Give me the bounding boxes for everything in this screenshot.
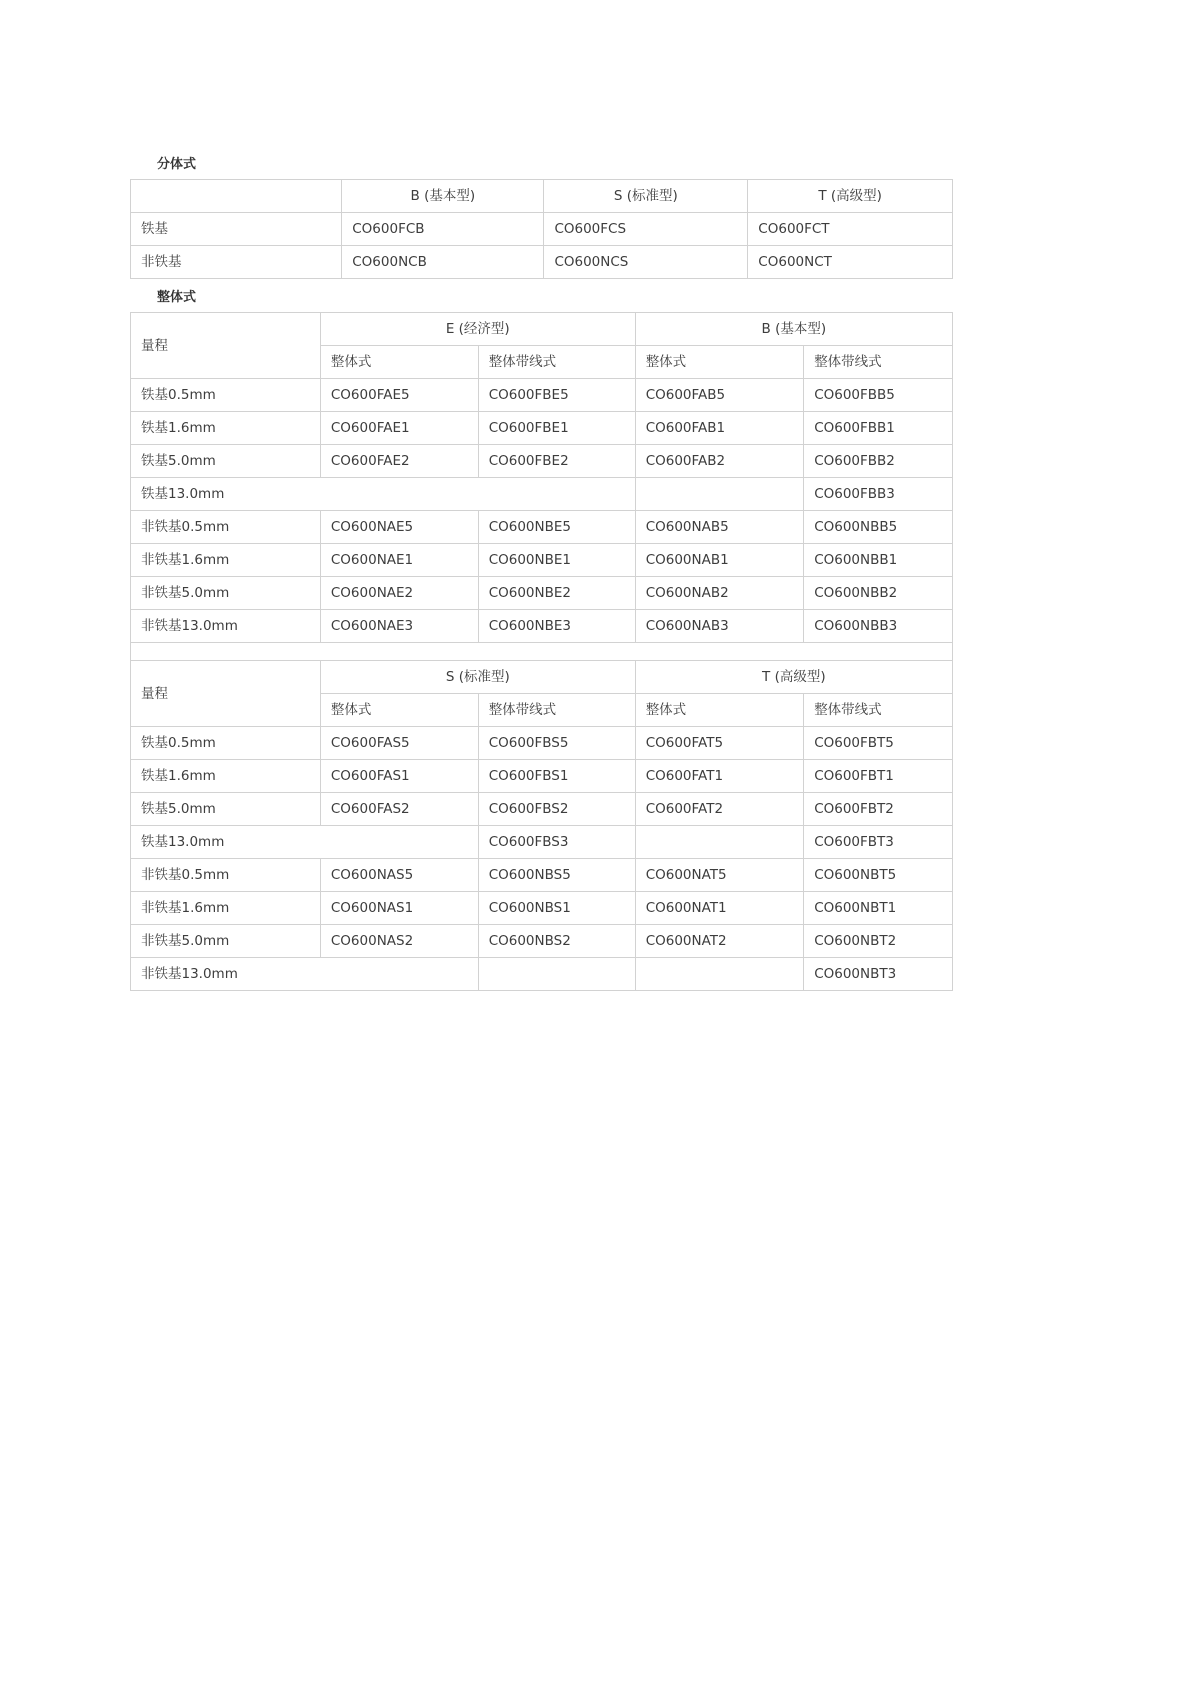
integrated-type-table — [130, 312, 953, 991]
table-row — [131, 925, 953, 958]
table-row — [131, 577, 953, 610]
model-cell: CO600NAT5 — [635, 859, 804, 892]
row-label-cell: 非铁基0.5mm — [131, 511, 321, 544]
header-cell — [131, 180, 342, 213]
header-cell: 整体式 — [320, 694, 478, 727]
header-cell: 整体带线式 — [804, 346, 953, 379]
model-cell: CO600FBS2 — [478, 793, 635, 826]
row-label-cell: 铁基1.6mm — [131, 760, 321, 793]
header-cell: S (标准型) — [320, 661, 635, 694]
table-row — [131, 760, 953, 793]
model-cell: CO600FAT2 — [635, 793, 804, 826]
header-cell: 整体式 — [635, 694, 804, 727]
row-label-cell: 铁基0.5mm — [131, 379, 321, 412]
model-cell: CO600FCS — [544, 213, 748, 246]
model-cell: CO600FBS1 — [478, 760, 635, 793]
row-label-cell: 非铁基1.6mm — [131, 544, 321, 577]
model-cell: CO600NBE3 — [478, 610, 635, 643]
header-cell: 整体带线式 — [478, 694, 635, 727]
model-cell: CO600NAS2 — [320, 925, 478, 958]
model-cell: CO600NCT — [748, 246, 953, 279]
table-row — [131, 892, 953, 925]
model-cell: CO600NAE1 — [320, 544, 478, 577]
row-label-cell: 非铁基13.0mm — [131, 958, 479, 991]
model-cell: CO600NBT5 — [804, 859, 953, 892]
table-row — [131, 246, 953, 279]
table-row — [131, 958, 953, 991]
model-cell: CO600FAT1 — [635, 760, 804, 793]
row-label-cell: 非铁基1.6mm — [131, 892, 321, 925]
header-cell: 整体带线式 — [478, 346, 635, 379]
header-cell: S (标准型) — [544, 180, 748, 213]
model-cell: CO600NBB5 — [804, 511, 953, 544]
model-cell: CO600FBB5 — [804, 379, 953, 412]
row-label-cell: 铁基0.5mm — [131, 727, 321, 760]
table-row — [131, 661, 953, 694]
table-row — [131, 180, 953, 213]
table-row — [131, 379, 953, 412]
table-row — [131, 544, 953, 577]
model-cell: CO600NAB3 — [635, 610, 804, 643]
table-row — [131, 478, 953, 511]
split-type-table — [130, 179, 953, 279]
model-cell: CO600NAB5 — [635, 511, 804, 544]
table-row — [131, 412, 953, 445]
model-cell: CO600FAS2 — [320, 793, 478, 826]
table-row — [131, 511, 953, 544]
row-label-cell: 非铁基5.0mm — [131, 577, 321, 610]
content-area — [130, 157, 953, 991]
model-cell: CO600NBE5 — [478, 511, 635, 544]
row-label-cell: 铁基13.0mm — [131, 826, 479, 859]
model-cell — [635, 958, 804, 991]
model-cell: CO600NAE2 — [320, 577, 478, 610]
model-cell: CO600NAE5 — [320, 511, 478, 544]
row-label-cell: 非铁基 — [131, 246, 342, 279]
spacer-cell — [131, 643, 953, 661]
model-cell — [478, 958, 635, 991]
model-cell: CO600FBT1 — [804, 760, 953, 793]
model-cell — [635, 826, 804, 859]
model-cell: CO600FAE2 — [320, 445, 478, 478]
row-label-cell: 铁基 — [131, 213, 342, 246]
row-label-cell: 非铁基13.0mm — [131, 610, 321, 643]
row-label-cell: 铁基13.0mm — [131, 478, 636, 511]
header-cell: 整体式 — [320, 346, 478, 379]
header-cell: T (高级型) — [635, 661, 952, 694]
model-cell: CO600NAE3 — [320, 610, 478, 643]
model-cell: CO600FAB5 — [635, 379, 804, 412]
section-title-split-type: 分体式 — [157, 157, 197, 172]
model-cell: CO600FBB3 — [804, 478, 953, 511]
table-row — [131, 445, 953, 478]
section-split-type — [130, 157, 953, 279]
model-cell: CO600FBT5 — [804, 727, 953, 760]
model-cell: CO600FBE2 — [478, 445, 635, 478]
row-label-cell: 非铁基5.0mm — [131, 925, 321, 958]
header-cell: 量程 — [131, 661, 321, 727]
header-cell: T (高级型) — [748, 180, 953, 213]
model-cell: CO600NAT1 — [635, 892, 804, 925]
model-cell: CO600FCT — [748, 213, 953, 246]
table-row — [131, 859, 953, 892]
model-cell: CO600FBS3 — [478, 826, 635, 859]
model-cell: CO600NBE1 — [478, 544, 635, 577]
model-cell: CO600NCB — [342, 246, 544, 279]
model-cell: CO600NBT2 — [804, 925, 953, 958]
model-cell: CO600FAE5 — [320, 379, 478, 412]
table-row — [131, 727, 953, 760]
header-cell: 整体带线式 — [804, 694, 953, 727]
row-label-cell: 铁基5.0mm — [131, 793, 321, 826]
row-label-cell: 非铁基0.5mm — [131, 859, 321, 892]
table-row — [131, 610, 953, 643]
header-cell: E (经济型) — [320, 313, 635, 346]
model-cell: CO600NBE2 — [478, 577, 635, 610]
section-integrated-type — [130, 290, 953, 991]
header-cell: B (基本型) — [342, 180, 544, 213]
model-cell: CO600FAS5 — [320, 727, 478, 760]
model-cell: CO600NCS — [544, 246, 748, 279]
model-cell: CO600FCB — [342, 213, 544, 246]
model-cell: CO600FBS5 — [478, 727, 635, 760]
model-cell: CO600NBT3 — [804, 958, 953, 991]
row-label-cell: 铁基5.0mm — [131, 445, 321, 478]
model-cell: CO600FAB2 — [635, 445, 804, 478]
header-cell: 量程 — [131, 313, 321, 379]
model-cell: CO600NBS2 — [478, 925, 635, 958]
model-cell: CO600NAB1 — [635, 544, 804, 577]
model-cell: CO600FBE5 — [478, 379, 635, 412]
table-row — [131, 643, 953, 661]
row-label-cell: 铁基1.6mm — [131, 412, 321, 445]
header-cell: B (基本型) — [635, 313, 952, 346]
model-cell: CO600FAS1 — [320, 760, 478, 793]
model-cell: CO600NAS5 — [320, 859, 478, 892]
model-cell: CO600FBE1 — [478, 412, 635, 445]
table-row — [131, 826, 953, 859]
model-cell: CO600NBS5 — [478, 859, 635, 892]
header-cell: 整体式 — [635, 346, 804, 379]
model-cell: CO600FBT3 — [804, 826, 953, 859]
model-cell: CO600FBB1 — [804, 412, 953, 445]
model-cell: CO600NBT1 — [804, 892, 953, 925]
model-cell: CO600NBS1 — [478, 892, 635, 925]
table-row — [131, 213, 953, 246]
section-title-integrated-type: 整体式 — [157, 290, 197, 305]
model-cell: CO600FAB1 — [635, 412, 804, 445]
model-cell: CO600FBB2 — [804, 445, 953, 478]
table-row — [131, 793, 953, 826]
model-cell: CO600FAE1 — [320, 412, 478, 445]
model-cell: CO600FBT2 — [804, 793, 953, 826]
model-cell: CO600NBB3 — [804, 610, 953, 643]
model-cell: CO600NAB2 — [635, 577, 804, 610]
model-cell — [635, 478, 804, 511]
model-cell: CO600FAT5 — [635, 727, 804, 760]
model-cell: CO600NBB2 — [804, 577, 953, 610]
model-cell: CO600NAS1 — [320, 892, 478, 925]
model-cell: CO600NAT2 — [635, 925, 804, 958]
table-row — [131, 313, 953, 346]
model-cell: CO600NBB1 — [804, 544, 953, 577]
